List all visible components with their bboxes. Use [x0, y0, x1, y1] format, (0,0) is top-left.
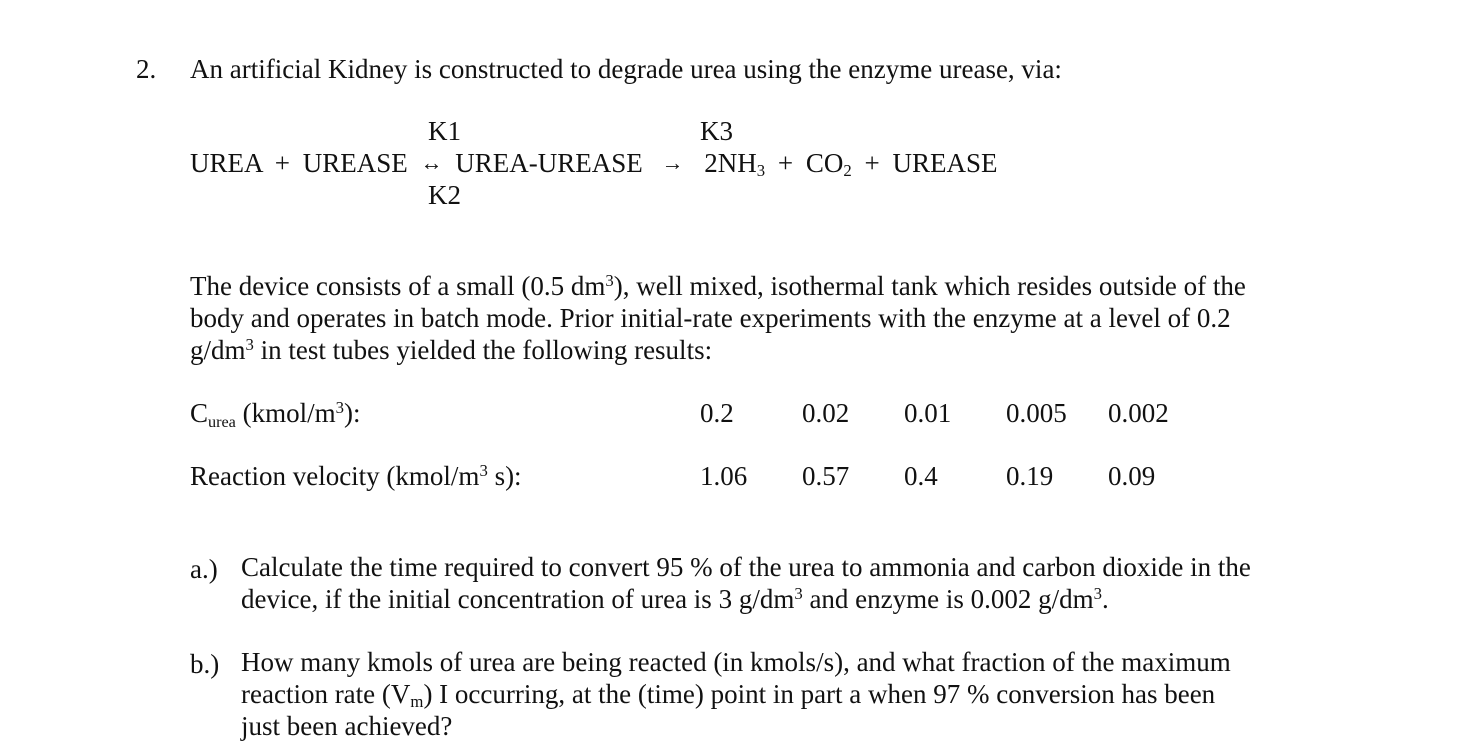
velocity-label: Reaction velocity ($kmol/m^3$ s):: [190, 460, 522, 491]
reversible-arrow-icon: ↔: [420, 150, 443, 175]
plus-sign: +: [777, 148, 794, 178]
velocity-value: 0.4: [904, 461, 938, 491]
part-a-text: [241, 551, 1341, 615]
concentration-value: 0.002: [1108, 398, 1169, 428]
description-line-3: $g/dm^3$ in test tubes yielded the following results:: [190, 334, 713, 365]
enzyme-complex: UREA-UREASE: [455, 148, 643, 178]
velocity-value: 0.19: [1006, 461, 1054, 491]
product-urease: UREASE: [892, 148, 998, 178]
reactant-urease: UREASE: [302, 148, 408, 178]
plus-sign: +: [274, 148, 290, 178]
rate-constant-k1: K1: [428, 116, 461, 146]
part-b-label: b.): [190, 649, 220, 679]
concentration-value: 0.01: [904, 398, 952, 428]
concentration-value: 0.2: [700, 398, 734, 428]
concentration-label: Curea $(kmol/m^3)$:: [190, 397, 361, 431]
velocity-value: 0.09: [1108, 461, 1156, 491]
reaction-equation: [190, 148, 998, 181]
part-a-label: a.): [190, 554, 218, 584]
part-b-text: [241, 646, 1341, 742]
velocity-value: 0.57: [802, 461, 850, 491]
part-a-line-1: Calculate the time required to convert 95 % of the urea to ammonia and carbon dioxide in the: [241, 552, 1251, 582]
description-line-1: The device consists of a small (0.5 $dm^3$), well mixed, isothermal tank which resides outside of the: [190, 270, 1246, 301]
rate-constant-k2: K2: [428, 180, 461, 210]
concentration-value: 0.02: [802, 398, 850, 428]
part-a-line-2: device, if the initial concentration of urea is 3 $g/dm^3$ and enzyme is 0.002 $g/dm^3$.: [241, 583, 1109, 614]
plus-sign: +: [864, 148, 880, 178]
reactant-urea: UREA: [190, 148, 263, 178]
question-number: 2.: [136, 54, 157, 84]
device-description: [190, 270, 1310, 366]
part-b-line-2: reaction rate $(V_m)$ I occurring, at the (time) point in part a when 97 % conversion has been: [241, 679, 1216, 712]
product-co2: $CO_2$: [805, 148, 852, 181]
part-b-line-3: just been achieved?: [241, 711, 453, 741]
concentration-value: 0.005: [1006, 398, 1067, 428]
forward-arrow-icon: →: [661, 150, 684, 175]
velocity-value: 1.06: [700, 461, 748, 491]
rate-constant-k3: K3: [700, 116, 733, 146]
question-intro: An artificial Kidney is constructed to degrade urea using the enzyme urease, via:: [190, 54, 1062, 84]
product-ammonia: $2NH_3$: [704, 148, 766, 181]
description-line-2: body and operates in batch mode. Prior initial-rate experiments with the enzyme at a level of 0.2: [190, 303, 1231, 333]
part-b-line-1: How many kmols of urea are being reacted (in kmols/s), and what fraction of the maximum: [241, 647, 1231, 677]
